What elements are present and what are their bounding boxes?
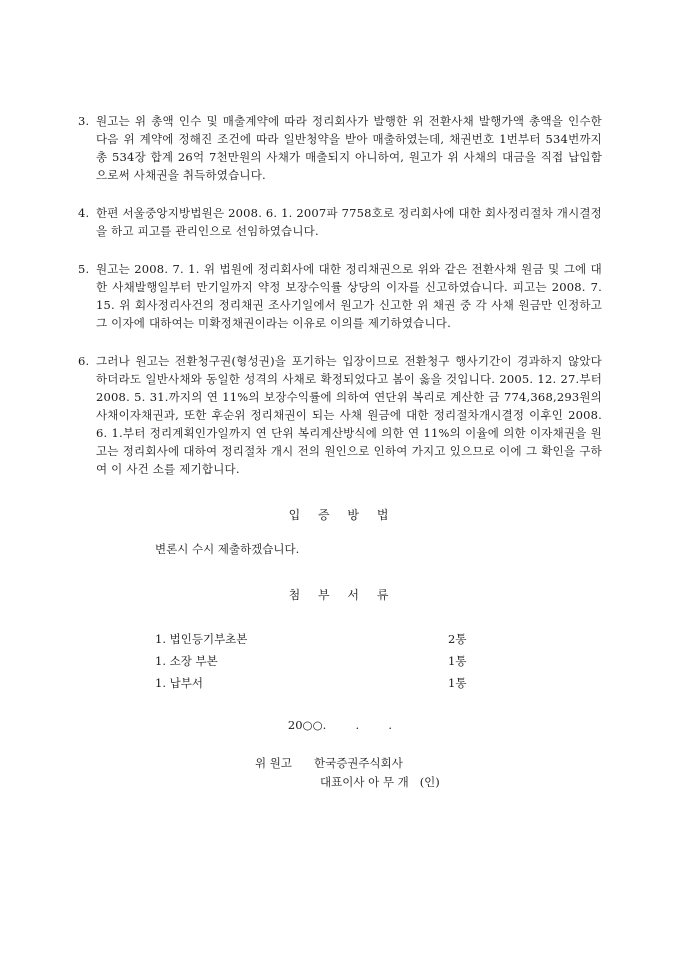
attachment-count: 1통: [448, 654, 467, 668]
attachment-label: 1. 소장 부본: [155, 654, 218, 668]
paragraph-5: [78, 260, 602, 332]
attachment-row: [78, 672, 602, 694]
paragraph-3-text: 원고는 위 총액 인수 및 매출계약에 따라 정리회사가 발행한 위 전환사채 발행가액 총액을 인수한 다음 위 계약에 정해진 조건에 따라 일반청약을 받아 매출하였는데, 채권번호 1번부터 534번까지 총 534장 합계 26억 7천만원의 사채가 매출되지 아니하여, 원고가 위 사채의 대금을 직접 납입함으로써 사채권을 취득하였습니다.: [96, 114, 602, 182]
paragraph-6-text: 그러나 원고는 전환청구권(형성권)을 포기하는 입장이므로 전환청구 행사기간이 경과하지 않았다 하더라도 일반사채와 동일한 성격의 사채로 확정되었다고 봄이 옳을 것입니다. 2005. 12. 27.부터 2008. 5. 31.까지의 연 11%의 보장수익률에 의하여 연단위 복리로 계산한 금 774,368,293원의 사채이자채권과, 또한 후순위 정리채권이 되는 사채 원금에 대한 정리절차개시결정 이후인 2008. 6. 1.부터 정리계획인가일까지 연 단위 복리계산방식에 의한 연 11%의 이율에 의한 이자채권을 원고는 정리회사에 대하여 정리절차 개시 전의 원인으로 인하여 가지고 있으므로 이에 그 확인을 구하여 이 사건 소를 제기합니다.: [96, 354, 602, 476]
attachment-label: 1. 납부서: [155, 676, 203, 690]
attachment-row: [78, 628, 602, 650]
signature-company: 한국증권주식회사: [313, 756, 403, 770]
evidence-method-heading: 입 증 방 법: [288, 508, 392, 522]
evidence-method-body: 변론시 수시 제출하겠습니다.: [155, 542, 300, 556]
attachment-count: 1통: [448, 676, 467, 690]
attachments-heading: 첨 부 서 류: [288, 588, 392, 602]
paragraph-4-number: 4.: [78, 206, 90, 220]
attachment-label: 1. 법인등기부초본: [155, 632, 248, 646]
signature-representative: 대표이사 아 무 개 (인): [320, 775, 440, 789]
signature-prefix: 위 원고: [255, 756, 292, 770]
date-line: 20○○. . .: [287, 718, 393, 732]
paragraph-5-number: 5.: [78, 262, 90, 276]
paragraph-4-text: 한편 서울중앙지방법원은 2008. 6. 1. 2007파 7758호로 정리회사에 대한 회사정리절차 개시결정을 하고 피고를 관리인으로 선임하였습니다.: [96, 206, 602, 238]
attachments-list: [78, 628, 602, 694]
paragraph-6: [78, 352, 602, 478]
paragraph-6-number: 6.: [78, 354, 90, 368]
paragraph-3-number: 3.: [78, 114, 90, 128]
attachment-row: [78, 650, 602, 672]
paragraph-5-text: 원고는 2008. 7. 1. 위 법원에 정리회사에 대한 정리채권으로 위와 같은 전환사채 원금 및 그에 대한 사채발행일부터 만기일까지 약정 보장수익률 상당의 이자를 신고하였습니다. 피고는 2008. 7. 15. 위 회사정리사건의 정리채권 조사기일에서 원고가 신고한 위 채권 중 각 사채 원금만 인정하고 그 이자에 대하여는 미확정채권이라는 이유로 이의를 제기하였습니다.: [96, 262, 602, 330]
signature-line-1: [78, 754, 602, 773]
paragraph-3: [78, 112, 602, 184]
paragraph-4: [78, 204, 602, 240]
signature-block: [78, 754, 602, 792]
attachment-count: 2통: [448, 632, 467, 646]
